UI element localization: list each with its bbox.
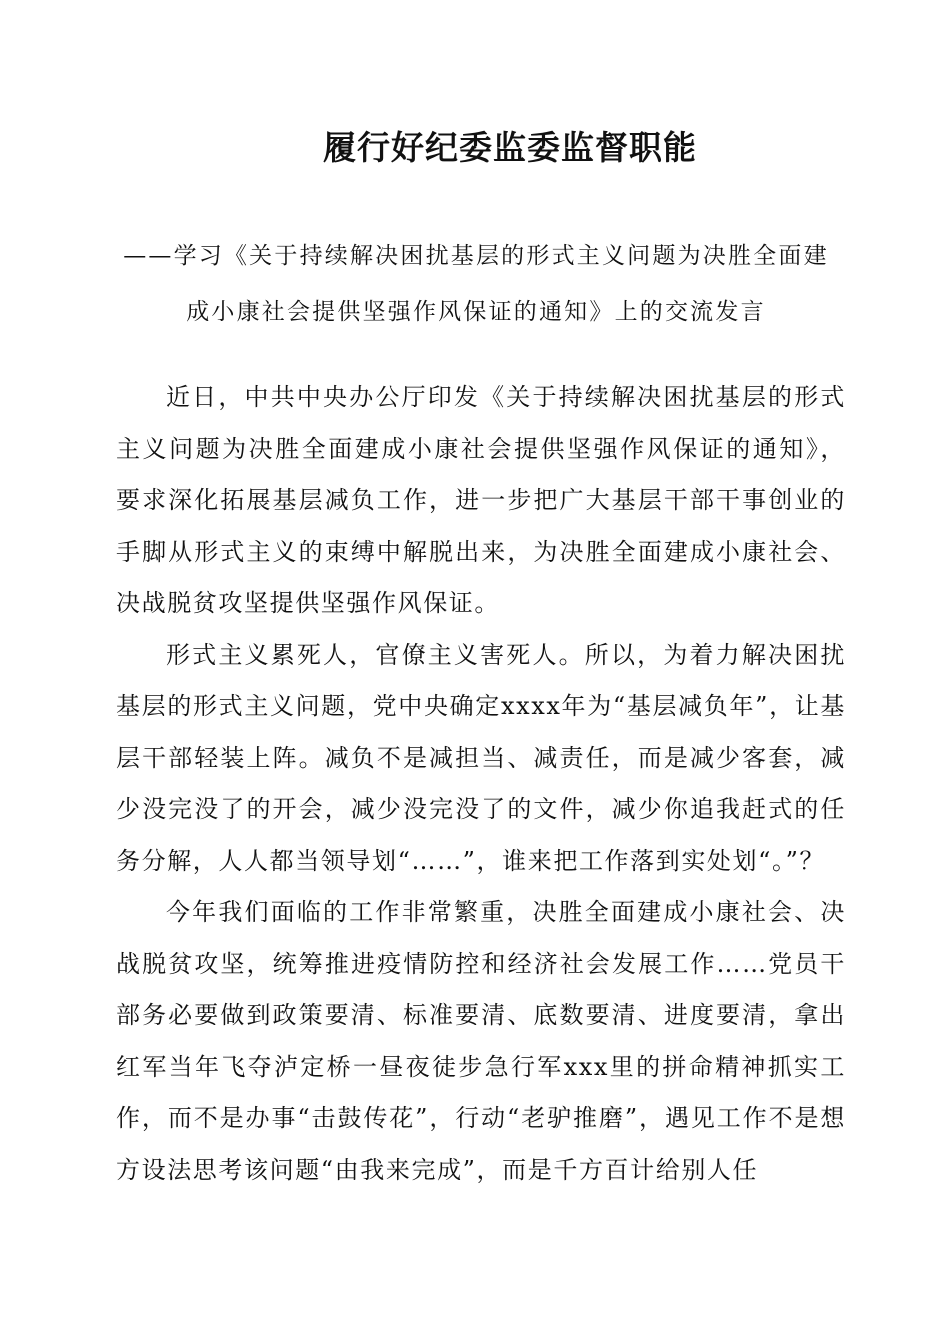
paragraph-2: 形式主义累死人，官僚主义害死人。所以，为着力解决困扰基层的形式主义问题，党中央确定xxxx年为“基层减负年”，让基层干部轻装上阵。减负不是减担当、减责任，而是减少客套，减少没完没了的开会，减少没完没了的文件，减少你追我赶式的任务分解，人人都当领导划“……”，谁来把工作落到实处划“。”？ xyxy=(116,640,846,875)
paragraph-3: 今年我们面临的工作非常繁重，决胜全面建成小康社会、决战脱贫攻坚，统筹推进疫情防控和经济社会发展工作……党员干部务必要做到政策要清、标准要清、底数要清、进度要清，拿出红军当年飞夺泸定桥一昼夜徒步急行军xxx里的拼命精神抓实工作，而不是办事“击鼓传花”，行动“老驴推磨”，遇见工作不是想方设法思考该问题“由我来完成”，而是千方百计给别人任 xyxy=(116,898,846,1184)
subtitle-line-1: ——学习《关于持续解决困扰基层的形式主义问题为决胜全面建 xyxy=(123,243,829,269)
document-subtitle xyxy=(116,228,836,340)
paragraph-1: 近日，中共中央办公厅印发《关于持续解决困扰基层的形式主义问题为决胜全面建成小康社会提供坚强作风保证的通知》，要求深化拓展基层减负工作，进一步把广大基层干部干事创业的手脚从形式主义的束缚中解脱出来，为决胜全面建成小康社会、决战脱贫攻坚提供坚强作风保证。 xyxy=(116,383,846,617)
document-title: 履行好纪委监委监督职能 xyxy=(323,128,697,167)
subtitle-line-2: 成小康社会提供坚强作风保证的通知》上的交流发言 xyxy=(186,299,766,325)
document-body xyxy=(116,372,846,1196)
